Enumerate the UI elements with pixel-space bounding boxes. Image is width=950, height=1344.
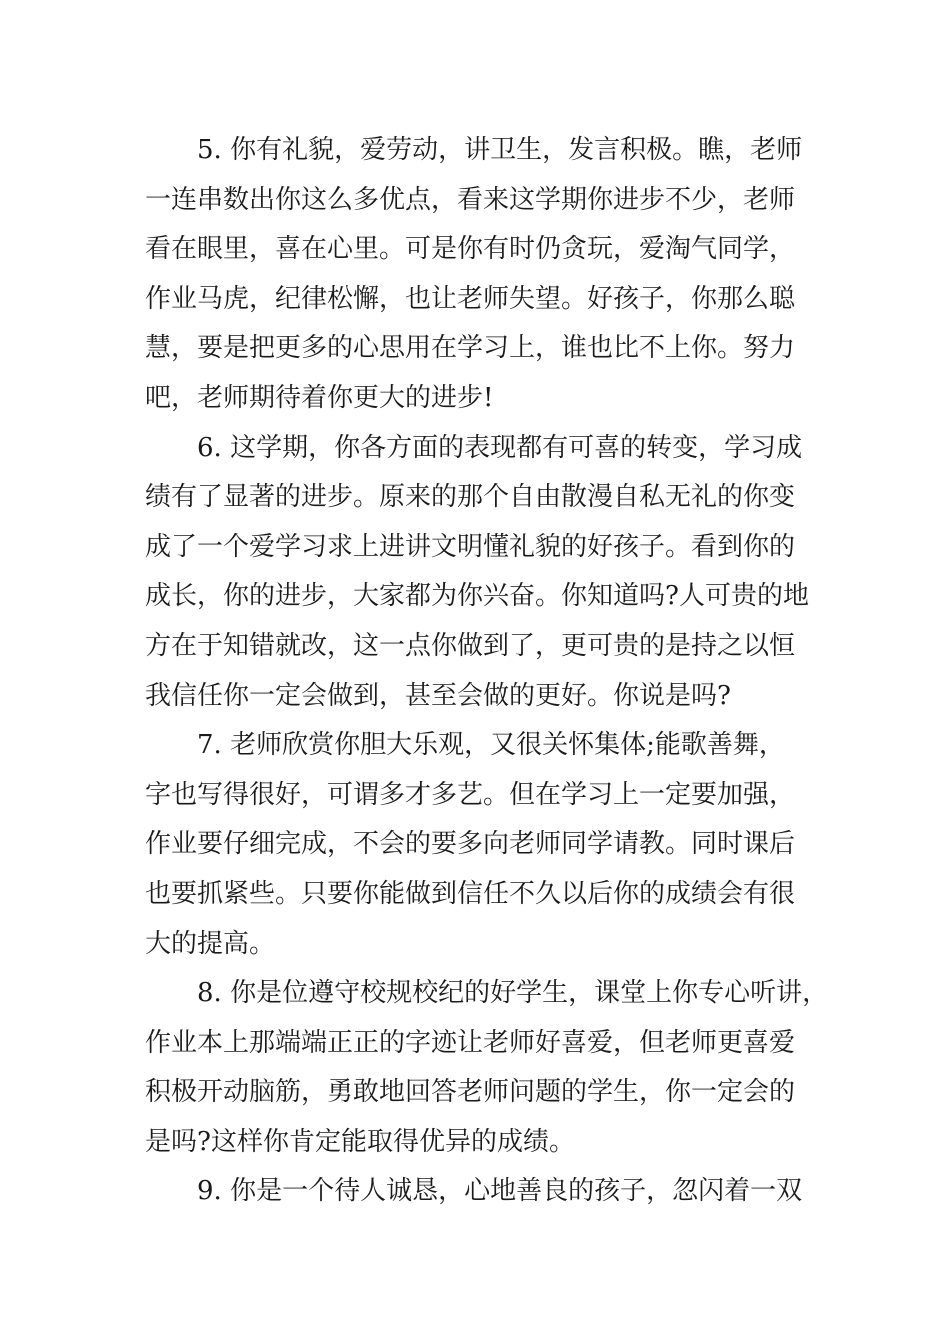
text-line: 成长，你的进步，大家都为你兴奋。你知道吗?人可贵的地 xyxy=(145,581,809,612)
text-line: 也要抓紧些。只要你能做到信任不久以后你的成绩会有很 xyxy=(145,878,796,909)
text-line: 吧，老师期待着你更大的进步! xyxy=(145,382,494,413)
paragraph-6 xyxy=(145,424,835,722)
text-line: 9. 你是一个待人诚恳，心地善良的孩子，忽闪着一双 xyxy=(197,1176,803,1207)
text-line: 一连串数出你这么多优点，看来这学期你进步不少，老师 xyxy=(145,184,796,215)
paragraph-7 xyxy=(145,721,835,969)
text-line: 成了一个爱学习求上进讲文明懂礼貌的好孩子。看到你的 xyxy=(145,531,796,562)
text-line: 5. 你有礼貌，爱劳动，讲卫生，发言积极。瞧，老师 xyxy=(197,135,803,165)
text-line: 看在眼里，喜在心里。可是你有时仍贪玩，爱淘气同学， xyxy=(145,234,796,265)
text-line: 8. 你是位遵守校规校纪的好学生，课堂上你专心听讲， xyxy=(197,978,829,1009)
paragraph-5 xyxy=(145,126,835,424)
text-line: 字也写得很好，可谓多才多艺。但在学习上一定要加强， xyxy=(145,779,796,810)
text-line: 6. 这学期，你各方面的表现都有可喜的转变，学习成 xyxy=(197,432,803,463)
text-line: 是吗?这样你肯定能取得优异的成绩。 xyxy=(145,1126,575,1157)
text-line: 作业马虎，纪律松懈，也让老师失望。好孩子，你那么聪 xyxy=(145,283,796,314)
text-line: 绩有了显著的进步。原来的那个自由散漫自私无礼的你变 xyxy=(145,482,796,513)
paragraph-8 xyxy=(145,969,835,1167)
text-line: 作业要仔细完成，不会的要多向老师同学请教。同时课后 xyxy=(145,829,796,860)
text-line: 慧，要是把更多的心思用在学习上，谁也比不上你。努力 xyxy=(145,333,796,364)
text-line: 大的提高。 xyxy=(145,928,276,959)
text-line: 7. 老师欣赏你胆大乐观，又很关怀集体;能歌善舞， xyxy=(197,730,785,761)
text-line: 积极开动脑筋，勇敢地回答老师问题的学生，你一定会的 xyxy=(145,1077,796,1108)
document-body xyxy=(145,126,835,1217)
text-line: 方在于知错就改，这一点你做到了，更可贵的是持之以恒 xyxy=(145,630,796,661)
paragraph-9 xyxy=(145,1167,835,1217)
text-line: 作业本上那端端正正的字迹让老师好喜爱，但老师更喜爱 xyxy=(145,1027,796,1058)
text-line: 我信任你一定会做到，甚至会做的更好。你说是吗? xyxy=(145,680,731,711)
